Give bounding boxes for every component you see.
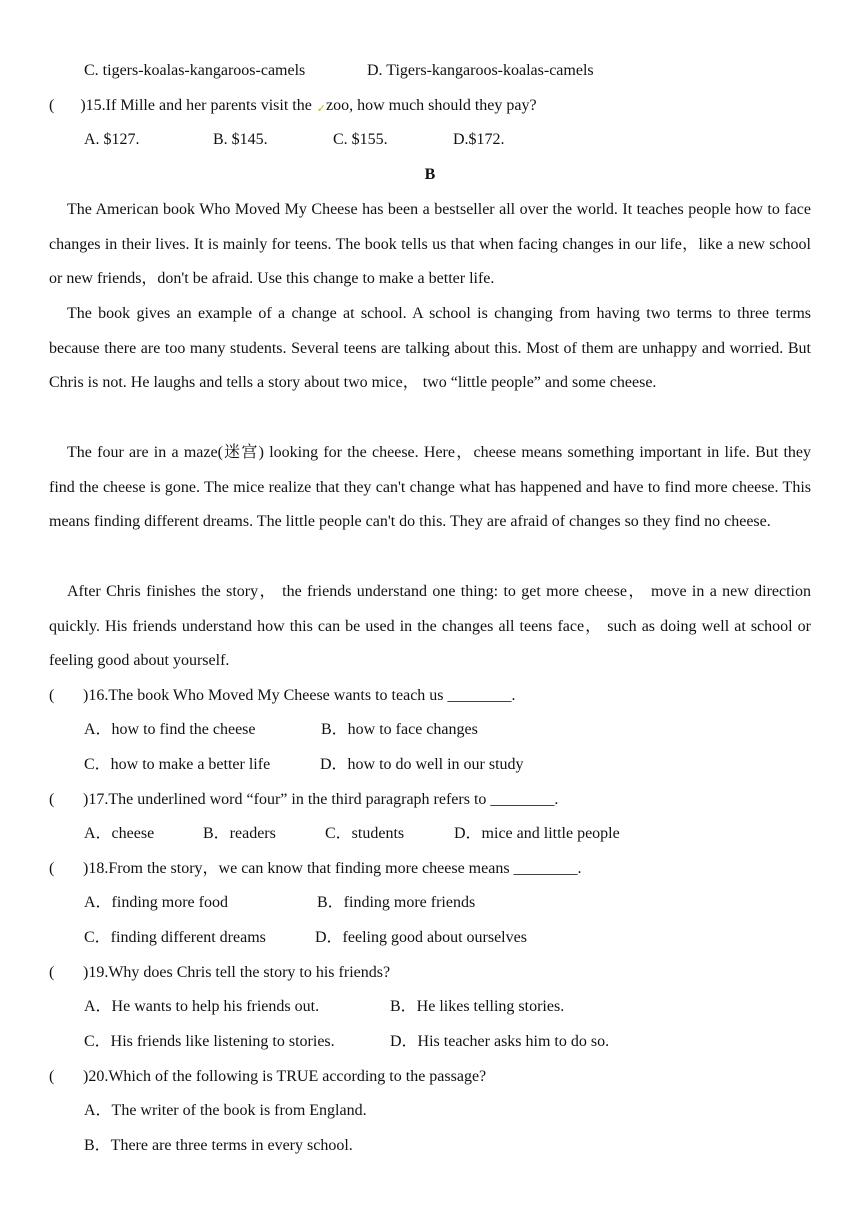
answer-paren: ( [49, 964, 55, 981]
q14-option-c: C. tigers-koalas-kangaroos-camels [84, 62, 306, 79]
question-17-stem: ( )17.The underlined word “four” in the third paragraph refers to ________. [49, 791, 559, 808]
q19-option-a: A．He wants to help his friends out. [84, 998, 320, 1015]
q15-option-b: B. $145. [213, 131, 268, 148]
q18-option-b: B．finding more friends [317, 894, 476, 911]
question-18-stem: ( )18.From the story，we can know that finding more cheese means ________. [49, 860, 582, 877]
question-16-stem: ( )16.The book Who Moved My Cheese wants to teach us ________. [49, 687, 516, 704]
q17-option-c: C．students [325, 825, 405, 842]
q19-option-c: C．His friends like listening to stories. [84, 1033, 335, 1050]
q18-option-d: D．feeling good about ourselves [315, 929, 527, 946]
passage-paragraph-3: The four are in a maze(迷宫) looking for the cheese. Here，cheese means something important in life. But they find the cheese is gone. The mice realize that they can't change what has happened and have to find more cheese. This means finding different dreams. The little people can't do this. They are afraid of changes so they find no cheese. [49, 444, 811, 531]
q20-option-b: B．There are three terms in every school. [84, 1137, 353, 1154]
q16-option-a: A．how to find the cheese [84, 721, 256, 738]
answer-paren: ( [49, 1068, 55, 1085]
question-20-stem: ( )20.Which of the following is TRUE according to the passage? [49, 1068, 487, 1085]
q14-option-d: D. Tigers-kangaroos-koalas-camels [367, 62, 594, 79]
q16-option-c: C．how to make a better life [84, 756, 271, 773]
q17-option-d: D．mice and little people [454, 825, 620, 842]
passage-paragraph-4: After Chris finishes the story， the friends understand one thing: to get more cheese， move in a new direction quickly. His friends understand how this can be used in the changes all teens face， such as doing well at school or feeling good about yourself. [49, 583, 812, 670]
answer-paren: ( [49, 791, 55, 808]
q17-option-a: A．cheese [84, 825, 155, 842]
section-title: B [424, 166, 436, 183]
q20-option-a: A．The writer of the book is from England. [84, 1102, 367, 1119]
question-15-stem: ( )15.If Mille and her parents visit the ✓zoo, how much should they pay? [49, 97, 537, 115]
q16-option-d: D．how to do well in our study [320, 756, 524, 773]
q15-option-d: D.$172. [453, 131, 505, 148]
passage-paragraph-1: The American book Who Moved My Cheese has been a bestseller all over the world. It teaches people how to face changes in their lives. It is mainly for teens. The book tells us that when facing changes in our life，like a new school or new friends，don't be afraid. Use this change to make a better life. [49, 201, 811, 288]
answer-paren: ( [49, 860, 55, 877]
q15-option-c: C. $155. [333, 131, 388, 148]
answer-paren: ( [49, 687, 55, 704]
edit-mark-icon: ✓ [315, 103, 326, 115]
q18-option-c: C．finding different dreams [84, 929, 266, 946]
q19-option-b: B．He likes telling stories. [390, 998, 565, 1015]
passage-paragraph-2: The book gives an example of a change at school. A school is changing from having two terms to three terms because there are too many students. Several teens are talking about this. Most of them are unhappy and worried. But Chris is not. He laughs and tells a story about two mice， two “little people” and some cheese. [49, 305, 811, 392]
question-19-stem: ( )19.Why does Chris tell the story to his friends? [49, 964, 391, 981]
q19-option-d: D．His teacher asks him to do so. [390, 1033, 610, 1050]
q18-option-a: A．finding more food [84, 894, 228, 911]
q16-option-b: B．how to face changes [321, 721, 478, 738]
answer-paren: ( [49, 97, 55, 114]
q15-option-a: A. $127. [84, 131, 140, 148]
q17-option-b: B．readers [203, 825, 276, 842]
